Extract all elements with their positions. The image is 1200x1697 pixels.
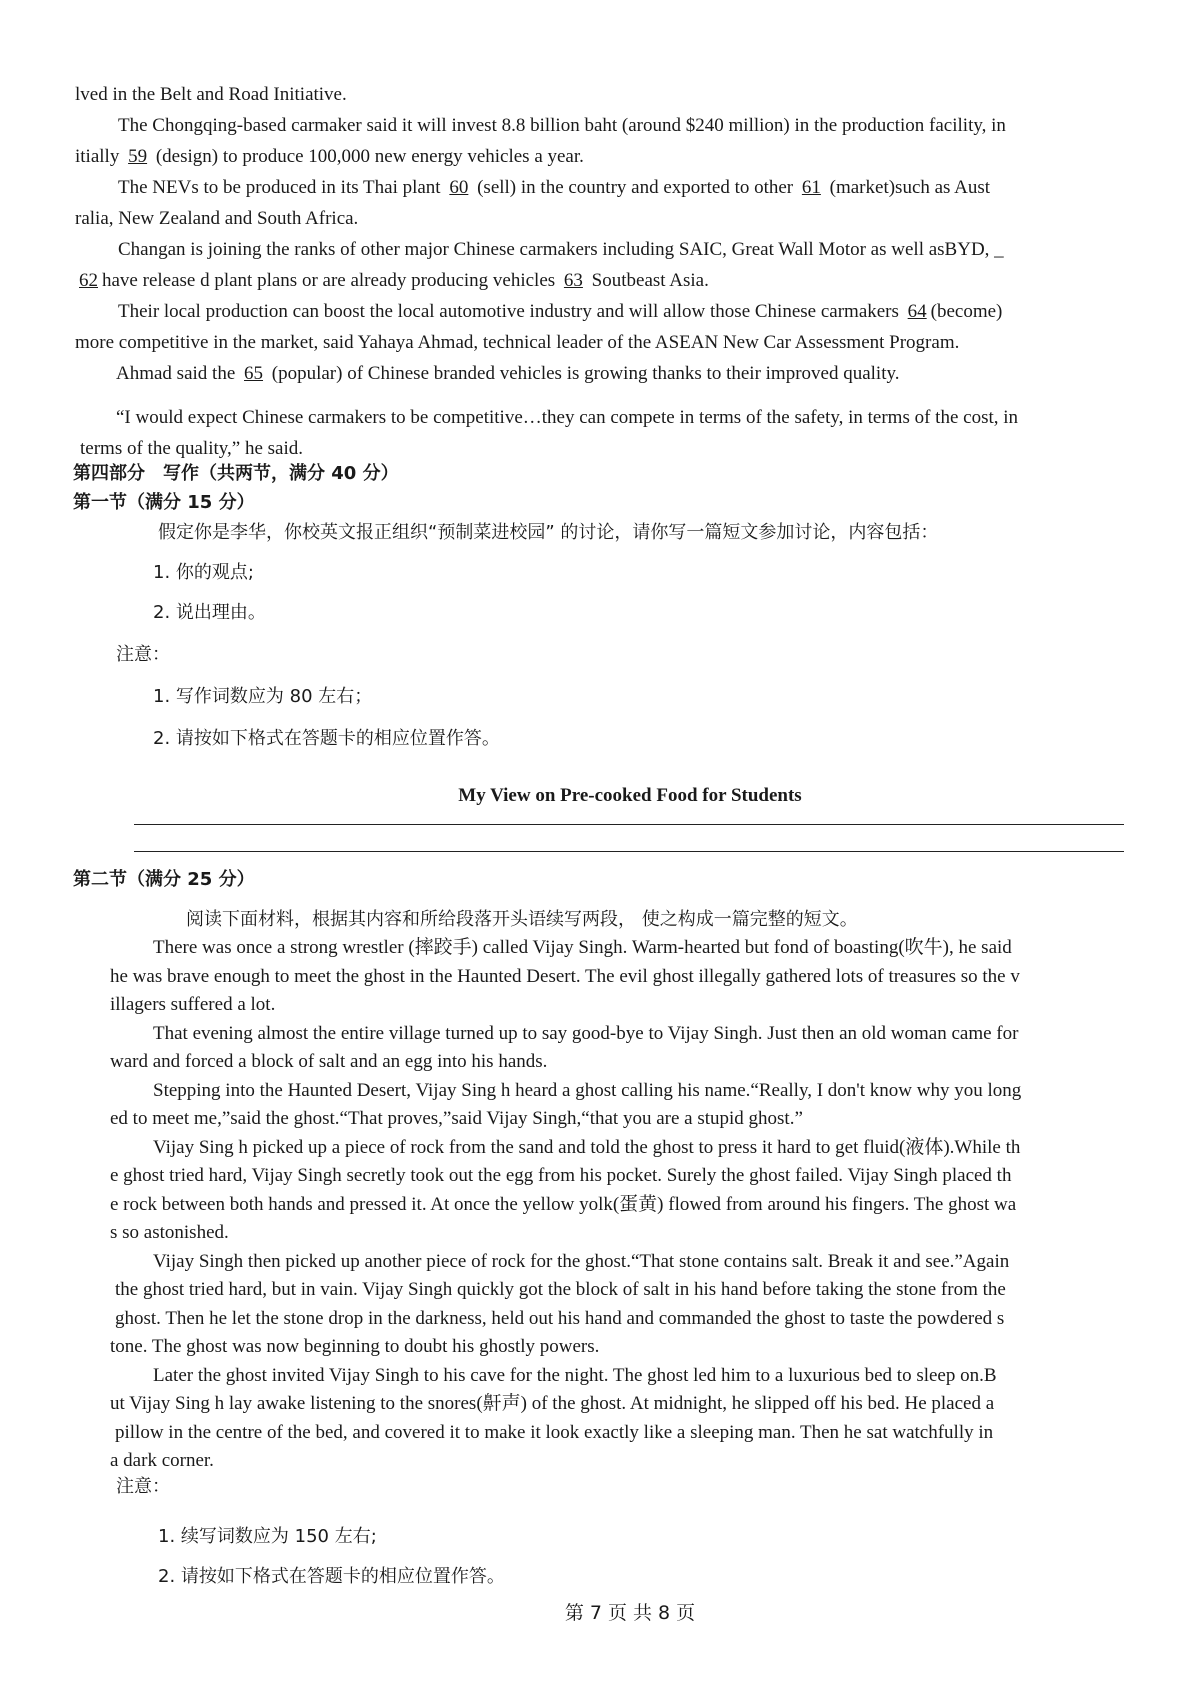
section2-heading: 第二节（满分 25 分） (73, 869, 255, 890)
story-line: That evening almost the entire village turned up to say good-bye to Vijay Singh. Just then an old woman came for (153, 1023, 1019, 1044)
story-line: ghost. Then he let the stone drop in the darkness, held out his hand and commanded the ghost to taste the powdered s (115, 1308, 1005, 1329)
passage-line: Changan is joining the ranks of other major Chinese carmakers including SAIC, Great Wall Motor as well asBYD, _ (118, 239, 1004, 260)
blank-61: 61 (801, 177, 821, 198)
blank-60: 60 (449, 177, 469, 198)
story-line: There was once a strong wrestler (摔跤手) called Vijay Singh. Warm-hearted but fond of boasting(吹牛), he said (153, 937, 1012, 958)
blank-64: 64 (907, 301, 927, 322)
story-line: tone. The ghost was now beginning to doubt his ghostly powers. (110, 1336, 600, 1357)
note-label: 注意： (116, 644, 170, 665)
section1-point: 1. 你的观点; (153, 562, 254, 583)
answer-line (134, 851, 1124, 852)
note-item: 1. 续写词数应为 150 左右; (158, 1526, 377, 1547)
note-label: 注意： (116, 1476, 170, 1497)
answer-line (134, 824, 1124, 825)
passage-line: more competitive in the market, said Yahaya Ahmad, technical leader of the ASEAN New Car Assessment Program. (75, 332, 960, 353)
story-line: ward and forced a block of salt and an egg into his hands. (110, 1051, 548, 1072)
passage-line: The NEVs to be produced in its Thai plant 60 (sell) in the country and exported to other 61 (market)such as Aust (118, 175, 990, 201)
note-item: 2. 请按如下格式在答题卡的相应位置作答。 (158, 1566, 505, 1587)
passage-line: 62 have release d plant plans or are already producing vehicles 63 Soutbeast Asia. (75, 268, 709, 294)
passage-line: lved in the Belt and Road Initiative. (75, 84, 347, 105)
section1-point: 2. 说出理由。 (153, 602, 266, 623)
story-line: pillow in the centre of the bed, and covered it to make it look exactly like a sleeping man. Then he sat watchfully in (115, 1422, 994, 1443)
blank-62: 62 (79, 270, 98, 291)
passage-line: The Chongqing-based carmaker said it will invest 8.8 billion baht (around $240 million) in the production facility, in (118, 115, 1006, 136)
page-number: 第 7 页 共 8 页 (564, 1602, 696, 1624)
story-line: Stepping into the Haunted Desert, Vijay Sing h heard a ghost calling his name.“Really, I don't know why you long (153, 1080, 1022, 1101)
story-line: a dark corner. (110, 1450, 214, 1471)
story-line: Vijay Singh then picked up another piece of rock for the ghost.“That stone contains salt. Break it and see.”Again (153, 1251, 1010, 1272)
section2-prompt: 阅读下面材料，根据其内容和所给段落开头语续写两段， 使之构成一篇完整的短文。 (186, 909, 858, 930)
note-item: 1. 写作词数应为 80 左右； (153, 686, 373, 707)
blank-59: 59 (128, 146, 148, 167)
passage-line: itially 59 (design) to produce 100,000 new energy vehicles a year. (75, 144, 584, 170)
passage-line: Their local production can boost the local automotive industry and will allow those Chinese carmakers 64 (become) (118, 299, 1002, 325)
story-line: illagers suffered a lot. (110, 994, 276, 1015)
story-line: s so astonished. (110, 1222, 229, 1243)
story-line: Later the ghost invited Vijay Singh to his cave for the night. The ghost led him to a luxurious bed to sleep on.B (153, 1365, 997, 1386)
story-line: the ghost tried hard, but in vain. Vijay Singh quickly got the block of salt in his hand before taking the stone from the (115, 1279, 1006, 1300)
story-line: ed to meet me,”said the ghost.“That proves,”said Vijay Singh,“that you are a stupid ghost.” (110, 1108, 803, 1129)
story-line: he was brave enough to meet the ghost in the Haunted Desert. The evil ghost illegally gathered lots of treasures so the v (110, 966, 1020, 987)
section1-heading: 第一节（满分 15 分） (73, 492, 255, 513)
story-line: Vijay Sing h picked up a piece of rock from the sand and told the ghost to press it hard to get fluid(液体).While th (153, 1137, 1021, 1158)
story-line: e ghost tried hard, Vijay Singh secretly took out the egg from his pocket. Surely the ghost failed. Vijay Singh placed th (110, 1165, 1012, 1186)
story-line: ut Vijay Sing h lay awake listening to the snores(鼾声) of the ghost. At midnight, he slipped off his bed. He placed a (110, 1393, 995, 1414)
essay-title: My View on Pre-cooked Food for Students (458, 785, 802, 806)
story-line: e rock between both hands and pressed it. At once the yellow yolk(蛋黄) flowed from around his fingers. The ghost wa (110, 1194, 1017, 1215)
passage-line: terms of the quality,” he said. (80, 438, 304, 459)
passage-line: “I would expect Chinese carmakers to be competitive…they can compete in terms of the safety, in terms of the cost, in (116, 407, 1019, 428)
passage-line: ralia, New Zealand and South Africa. (75, 208, 359, 229)
note-item: 2. 请按如下格式在答题卡的相应位置作答。 (153, 728, 500, 749)
section1-prompt: 假定你是李华，你校英文报正组织“预制菜进校园” 的讨论，请你写一篇短文参加讨论，内容包括： (158, 522, 939, 543)
blank-63: 63 (563, 270, 583, 291)
part4-heading: 第四部分 写作（共两节，满分 40 分） (73, 463, 399, 484)
passage-line: Ahmad said the 65 (popular) of Chinese branded vehicles is growing thanks to their improved quality. (116, 361, 900, 387)
blank-65: 65 (244, 363, 264, 384)
